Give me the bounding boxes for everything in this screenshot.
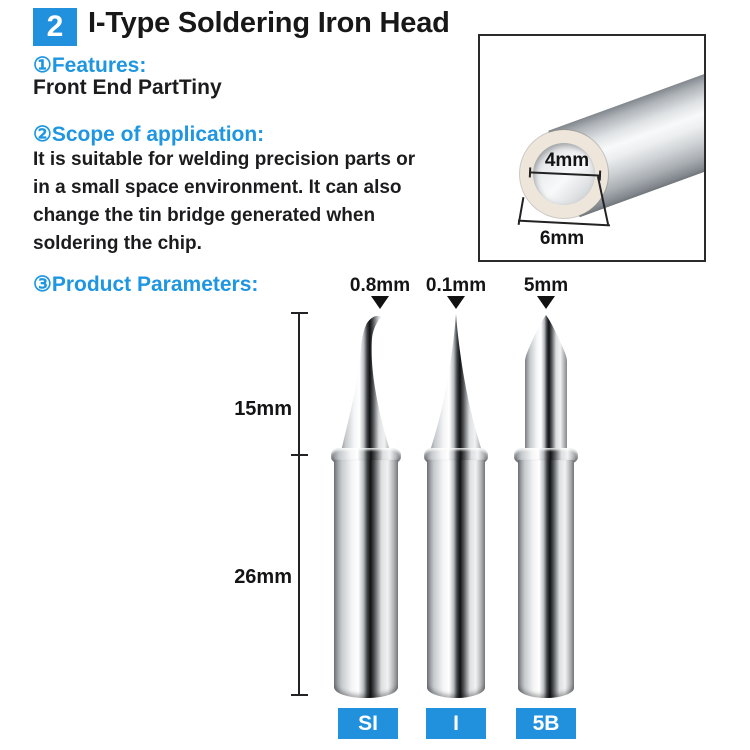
needle-tip-outline xyxy=(428,314,484,458)
tip-shank xyxy=(334,460,398,698)
features-body: Front End PartTiny xyxy=(33,76,222,99)
scope-heading: ②Scope of application: xyxy=(33,123,265,146)
scope-body xyxy=(33,146,415,258)
tip-size-label: 0.8mm xyxy=(349,275,411,296)
length-dimension-line xyxy=(298,313,300,696)
scope-line: change the tin bridge generated when xyxy=(33,205,376,226)
soldering-tip-si-shape xyxy=(331,310,401,460)
tip-shank xyxy=(427,460,485,698)
soldering-tip-i-shape xyxy=(421,310,491,460)
page-title: I-Type Soldering Iron Head xyxy=(88,7,450,39)
scope-line: It is suitable for welding precision parts or xyxy=(33,149,416,170)
dimension-tick-top xyxy=(291,312,308,314)
dimension-tick-bottom xyxy=(291,694,308,696)
down-arrow-icon xyxy=(371,296,389,309)
tip-shank xyxy=(518,460,574,698)
model-badge: 5B xyxy=(516,708,576,739)
outer-diameter-label: 6mm xyxy=(539,228,585,249)
soldering-tip-5b-shape xyxy=(511,310,581,460)
section-number-badge: 2 xyxy=(33,8,77,46)
tip-size-label: 0.1mm xyxy=(425,275,487,296)
tip-length-label: 15mm xyxy=(234,398,292,420)
model-badge: SI xyxy=(338,708,398,739)
features-heading: ①Features: xyxy=(33,54,147,77)
down-arrow-icon xyxy=(447,296,465,309)
model-badge: I xyxy=(426,708,486,739)
tip-size-label: 5mm xyxy=(523,275,569,296)
scope-line: soldering the chip. xyxy=(33,233,202,254)
dimension-tick-middle xyxy=(291,454,308,456)
bullet-tip-outline xyxy=(525,315,567,458)
parameters-heading: ③Product Parameters: xyxy=(33,273,259,296)
inner-diameter-label: 4mm xyxy=(544,150,590,171)
tube-cross-section-diagram xyxy=(478,34,706,262)
curved-tip-outline xyxy=(339,316,393,460)
outer-diameter-dimension-line xyxy=(518,220,610,227)
dimension-tick xyxy=(529,167,531,177)
scope-line: in a small space environment. It can also xyxy=(33,177,402,198)
shank-length-label: 26mm xyxy=(234,566,292,588)
down-arrow-icon xyxy=(537,296,555,309)
